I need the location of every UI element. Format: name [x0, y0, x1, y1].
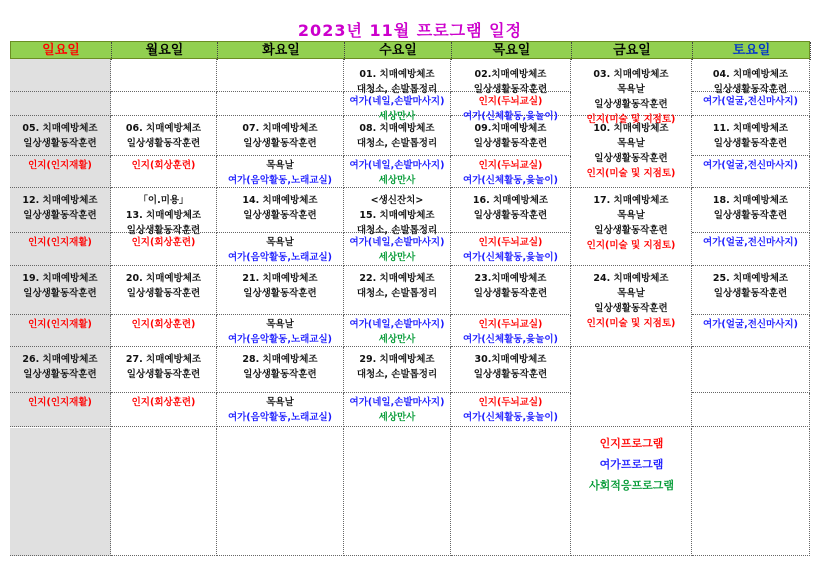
program-line: 여가(신체활동,윷놀이) [463, 175, 558, 186]
schedule-line: 18. 치매예방체조 [712, 195, 789, 206]
schedule-line: 일상생활동작훈련 [243, 210, 317, 221]
program-line: 인지(회상훈련) [131, 160, 196, 171]
schedule-line: 24. 치매예방체조 [593, 273, 669, 284]
day-cell-program [217, 393, 344, 427]
schedule-line: 30.치매예방체조 [474, 354, 547, 365]
schedule-line: 23.치매예방체조 [474, 273, 547, 284]
schedule-line: 일상생활동작훈련 [713, 84, 788, 95]
day-cell-schedule [111, 59, 217, 92]
day-cell-program [451, 233, 571, 266]
day-cell-program [692, 233, 810, 266]
schedule-line: 일상생활동작훈련 [713, 138, 788, 149]
program-line: 세상만사 [378, 334, 416, 345]
schedule-line: 05. 치매예방체조 [22, 123, 98, 134]
day-cell-schedule [344, 266, 451, 315]
day-cell-schedule [692, 59, 810, 95]
day-cell-schedule [692, 116, 810, 156]
schedule-line: 「이.미용」 [138, 195, 189, 206]
schedule-line: 일상생활동작훈련 [126, 369, 201, 380]
day-cell-program [10, 92, 111, 116]
program-line: 여가(음악활동,노래교실) [227, 252, 333, 263]
day-cell-schedule [571, 188, 692, 266]
day-cell-schedule [10, 116, 111, 156]
program-line: 목욕날 [266, 160, 294, 171]
day-cell-schedule [344, 59, 451, 95]
program-line: 인지(회상훈련) [131, 397, 196, 408]
program-line: 인지(인지재활) [28, 397, 92, 408]
day-cell-schedule [571, 59, 692, 125]
day-cell-schedule [10, 59, 111, 92]
day-cell-schedule [451, 59, 571, 95]
schedule-line: 목욕날 [617, 210, 645, 221]
day-cell-schedule [451, 266, 571, 315]
schedule-line: 26. 치매예방체조 [22, 354, 98, 365]
schedule-line: 일상생활동작훈련 [126, 288, 201, 299]
schedule-line: 일상생활동작훈련 [473, 288, 548, 299]
schedule-line: 일상생활동작훈련 [594, 225, 668, 236]
schedule-line: 12. 치매예방체조 [22, 195, 98, 206]
empty-cell [692, 428, 810, 556]
schedule-line: 일상생활동작훈련 [473, 84, 548, 95]
day-cell-schedule [10, 347, 111, 393]
empty-cell [217, 428, 344, 556]
schedule-line: 19. 치매예방체조 [22, 273, 98, 284]
program-line: 인지(두뇌교실) [478, 96, 543, 107]
day-cell-schedule [571, 116, 692, 188]
program-line: 세상만사 [378, 175, 416, 186]
schedule-line: 25. 치매예방체조 [712, 273, 789, 284]
day-cell-schedule [10, 188, 111, 233]
schedule-line: 일상생활동작훈련 [473, 210, 548, 221]
schedule-line: 일상생활동작훈련 [243, 369, 317, 380]
day-cell-program [111, 393, 217, 427]
program-line: 여가(네일,손발마사지) [349, 96, 445, 107]
weekday-header-5: 금요일 [572, 42, 693, 60]
schedule-line: 02.치매예방체조 [474, 69, 547, 80]
schedule-line: 대청소, 손발톱정리 [356, 225, 438, 236]
day-cell-schedule [217, 188, 344, 233]
schedule-line: 일상생활동작훈련 [473, 369, 548, 380]
program-line: 인지(두뇌교실) [478, 397, 543, 408]
schedule-line: 15. 치매예방체조 [359, 210, 435, 221]
day-cell-schedule [692, 347, 810, 393]
day-cell-schedule [111, 266, 217, 315]
day-cell-schedule [571, 266, 692, 347]
schedule-line: 일상생활동작훈련 [23, 288, 97, 299]
schedule-line: 일상생활동작훈련 [473, 138, 548, 149]
schedule-line: 01. 치매예방체조 [359, 69, 435, 80]
day-cell-program [217, 92, 344, 116]
weekday-header-3: 수요일 [345, 42, 452, 60]
program-line: 세상만사 [378, 252, 416, 263]
schedule-line: 16. 치매예방체조 [472, 195, 549, 206]
schedule-line: 일상생활동작훈련 [594, 153, 668, 164]
program-line: 세상만사 [378, 111, 416, 122]
program-line: 여가(얼굴,전신마사지) [703, 237, 798, 248]
calendar-grid [10, 59, 810, 556]
day-cell-schedule [217, 347, 344, 393]
empty-cell [111, 428, 217, 556]
day-cell-schedule [451, 116, 571, 156]
day-cell-program [344, 92, 451, 122]
schedule-line: 목욕날 [617, 288, 645, 299]
day-cell-program [217, 156, 344, 188]
program-line: 여가(음악활동,노래교실) [227, 175, 333, 186]
program-line: 여가(얼굴,전신마사지) [703, 96, 798, 107]
day-cell-schedule [344, 116, 451, 156]
day-cell-program [217, 233, 344, 266]
empty-cell [451, 428, 571, 556]
day-cell-program [344, 233, 451, 266]
schedule-line: 14. 치매예방체조 [242, 195, 318, 206]
program-line: 인지(인지재활) [28, 237, 92, 248]
schedule-line: 일상생활동작훈련 [126, 225, 201, 236]
day-cell-schedule [111, 347, 217, 393]
schedule-line: 일상생활동작훈련 [23, 369, 97, 380]
program-line: 인지(회상훈련) [131, 319, 196, 330]
day-cell-program [692, 315, 810, 347]
weekday-header-4: 목요일 [452, 42, 572, 60]
empty-cell [10, 428, 111, 556]
day-cell-program [344, 156, 451, 188]
day-cell-schedule [451, 347, 571, 393]
schedule-line: 대청소, 손발톱정리 [356, 288, 438, 299]
day-cell-program [10, 156, 111, 188]
program-line: 여가(네일,손발마사지) [349, 397, 445, 408]
schedule-line: 03. 치매예방체조 [593, 69, 669, 80]
schedule-line: 일상생활동작훈련 [23, 210, 97, 221]
program-line: 목욕날 [266, 237, 294, 248]
legend-item: 여가프로그램 [599, 458, 664, 471]
schedule-line: 20. 치매예방체조 [125, 273, 202, 284]
day-cell-program [344, 315, 451, 347]
schedule-line: 17. 치매예방체조 [593, 195, 669, 206]
schedule-line: 06. 치매예방체조 [125, 123, 202, 134]
schedule-line: <생신잔치> [370, 195, 424, 206]
day-cell-schedule [692, 188, 810, 233]
program-line: 여가(신체활동,윷놀이) [463, 412, 558, 423]
day-cell-schedule [692, 266, 810, 315]
program-line: 인지(두뇌교실) [478, 237, 543, 248]
program-line: 인지(인지재활) [28, 160, 92, 171]
schedule-line: 일상생활동작훈련 [243, 138, 317, 149]
schedule-line: 일상생활동작훈련 [243, 288, 317, 299]
day-cell-program [10, 315, 111, 347]
day-cell-program [111, 92, 217, 116]
schedule-line: 일상생활동작훈련 [23, 138, 97, 149]
schedule-line: 목욕날 [617, 84, 645, 95]
legend-item: 인지프로그램 [599, 437, 664, 450]
program-line: 여가(음악활동,노래교실) [227, 334, 333, 345]
program-line: 여가(얼굴,전신마사지) [703, 160, 798, 171]
day-cell-program [10, 393, 111, 427]
day-cell-program [451, 393, 571, 427]
program-line: 목욕날 [266, 397, 294, 408]
empty-cell [344, 428, 451, 556]
program-line: 여가(네일,손발마사지) [349, 319, 445, 330]
day-cell-program [10, 233, 111, 266]
program-line: 여가(네일,손발마사지) [349, 237, 445, 248]
schedule-line: 일상생활동작훈련 [126, 138, 201, 149]
day-cell-schedule [217, 266, 344, 315]
day-cell-schedule [451, 188, 571, 233]
schedule-line: 10. 치매예방체조 [593, 123, 669, 134]
schedule-line: 08. 치매예방체조 [359, 123, 435, 134]
weekday-header-2: 화요일 [218, 42, 345, 60]
program-line: 여가(신체활동,윷놀이) [463, 334, 558, 345]
program-line: 여가(신체활동,윷놀이) [463, 111, 558, 122]
day-cell-schedule [10, 266, 111, 315]
day-cell-program [692, 92, 810, 116]
day-cell-program [692, 393, 810, 427]
program-line: 여가(신체활동,윷놀이) [463, 252, 558, 263]
page-title: 2023년 11월 프로그램 일정 [297, 21, 523, 40]
calendar-frame [10, 14, 810, 556]
schedule-line: 09.치매예방체조 [474, 123, 547, 134]
day-cell-program [451, 92, 571, 122]
day-cell-program [451, 315, 571, 347]
program-line: 인지(두뇌교실) [478, 160, 543, 171]
weekday-header [10, 41, 810, 59]
program-line: 세상만사 [378, 412, 416, 423]
schedule-line: 11. 치매예방체조 [712, 123, 789, 134]
day-cell-program [217, 315, 344, 347]
program-line: 여가(얼굴,전신마사지) [703, 319, 798, 330]
weekday-header-6: 토요일 [693, 42, 811, 60]
program-line: 인지(인지재활) [28, 319, 92, 330]
schedule-line: 일상생활동작훈련 [594, 99, 668, 110]
day-cell-schedule [344, 188, 451, 236]
weekday-header-0: 일요일 [11, 42, 112, 60]
program-line: 여가(음악활동,노래교실) [227, 412, 333, 423]
schedule-line: 27. 치매예방체조 [125, 354, 202, 365]
program-line: 인지(두뇌교실) [478, 319, 543, 330]
program-line: 여가(네일,손발마사지) [349, 160, 445, 171]
legend-item: 사회적응프로그램 [588, 479, 674, 492]
day-cell-program [344, 393, 451, 427]
schedule-line: 28. 치매예방체조 [242, 354, 318, 365]
day-cell-program [111, 315, 217, 347]
day-cell-schedule [217, 59, 344, 92]
schedule-line: 04. 치매예방체조 [712, 69, 789, 80]
program-line: 인지(미술 및 지점토) [586, 168, 676, 179]
day-cell-program [111, 156, 217, 188]
program-line: 인지(회상훈련) [131, 237, 196, 248]
day-cell-program [451, 156, 571, 188]
program-line: 인지(미술 및 지점토) [586, 240, 676, 251]
schedule-line: 일상생활동작훈련 [594, 303, 668, 314]
schedule-line: 07. 치매예방체조 [242, 123, 318, 134]
schedule-line: 일상생활동작훈련 [713, 210, 788, 221]
weekday-header-1: 월요일 [112, 42, 218, 60]
day-cell-program [111, 233, 217, 266]
program-line: 목욕날 [266, 319, 294, 330]
day-cell-program [692, 156, 810, 188]
schedule-line: 목욕날 [617, 138, 645, 149]
schedule-line: 21. 치매예방체조 [242, 273, 318, 284]
schedule-line: 대청소, 손발톱정리 [356, 369, 438, 380]
program-line: 인지(미술 및 지점토) [586, 318, 676, 329]
schedule-line: 대청소, 손발톱정리 [356, 138, 438, 149]
schedule-line: 일상생활동작훈련 [713, 288, 788, 299]
schedule-line: 13. 치매예방체조 [125, 210, 202, 221]
schedule-line: 29. 치매예방체조 [359, 354, 435, 365]
day-cell-schedule [111, 116, 217, 156]
program-line: 인지(미술 및 지점토) [586, 114, 676, 125]
day-cell-schedule [344, 347, 451, 393]
day-cell-schedule [571, 347, 692, 427]
day-cell-schedule [217, 116, 344, 156]
day-cell-schedule [111, 188, 217, 236]
schedule-line: 대청소, 손발톱정리 [356, 84, 438, 95]
schedule-line: 22. 치매예방체조 [359, 273, 435, 284]
